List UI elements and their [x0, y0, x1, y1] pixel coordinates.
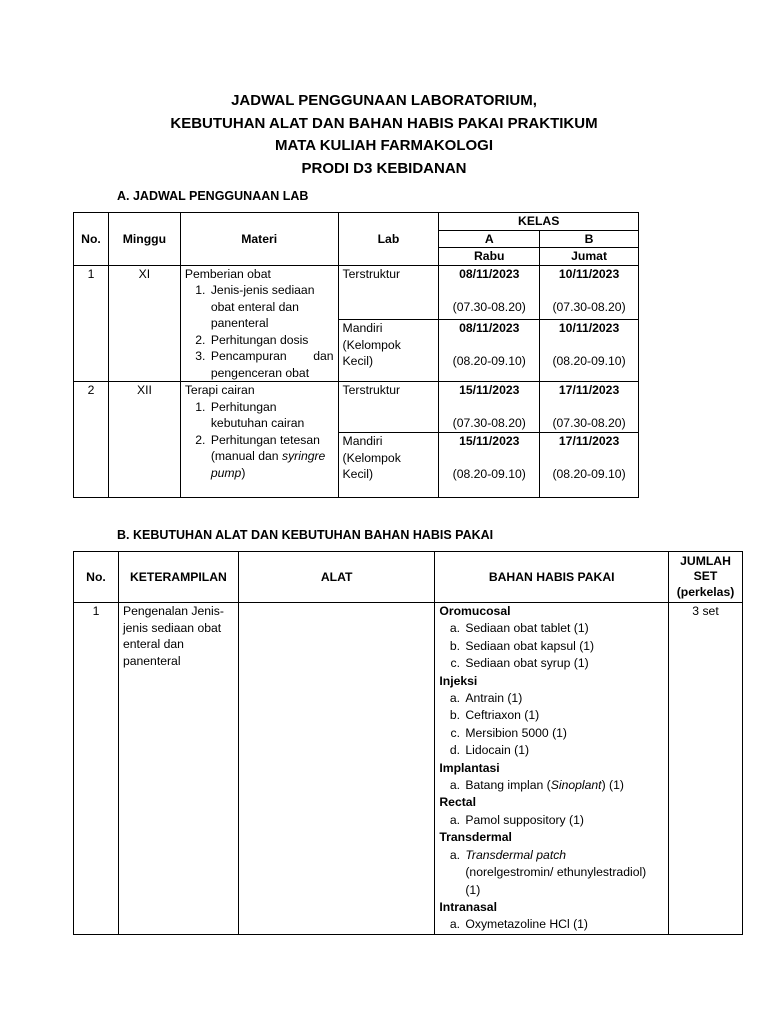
lab-sub: (Kelompok Kecil) — [342, 450, 401, 481]
transdermal-rest: (norelgestromin/ ethunylestradiol) (1) — [465, 865, 647, 897]
row-2-no: 2 — [74, 382, 109, 498]
row-2-session-2-a — [439, 433, 540, 498]
row-1-materi — [180, 265, 338, 382]
header-lab: Lab — [338, 213, 439, 266]
title-line-3: MATA KULIAH FARMAKOLOGI — [274, 137, 494, 154]
materi-item: 3. Pencampuran dan pengenceran obat — [209, 348, 334, 381]
header-alat: ALAT — [238, 552, 434, 603]
title-line-2: KEBUTUHAN ALAT DAN BAHAN HABIS PAKAI PRAKTIKUM — [170, 114, 598, 132]
category-transdermal: Transdermal — [439, 830, 512, 845]
bahan-item: a. Sediaan obat tablet (1) — [463, 620, 664, 637]
row-2-session-1-b — [540, 382, 639, 433]
time: (08.20-09.10) — [452, 354, 526, 369]
row-2-lab-2 — [338, 433, 439, 498]
section-a-heading: A. JADWAL PENGGUNAAN LAB — [117, 189, 309, 203]
date: 15/11/2023 — [459, 434, 520, 448]
row-2-session-2-b — [540, 433, 639, 498]
time: (08.20-09.10) — [552, 354, 626, 369]
category-injeksi: Injeksi — [439, 673, 478, 688]
lab-type: Mandiri — [342, 434, 383, 448]
header-no: No. — [74, 552, 119, 603]
date: 08/11/2023 — [459, 321, 520, 336]
time: (08.20-09.10) — [552, 467, 626, 481]
category-oromucosal: Oromucosal — [439, 604, 511, 618]
header-jumat: Jumat — [540, 248, 639, 266]
lab-type: Mandiri — [342, 321, 383, 336]
time: (07.30-08.20) — [552, 416, 626, 430]
row-alat — [238, 603, 434, 935]
bahan-item: a. Oxymetazoline HCl (1) — [463, 916, 664, 933]
header-bahan: BAHAN HABIS PAKAI — [435, 552, 669, 603]
row-keterampilan: Pengenalan Jenis-jenis sediaan obat enteral dan panenteral — [118, 603, 238, 935]
time: (08.20-09.10) — [452, 467, 526, 481]
header-materi: Materi — [180, 213, 338, 266]
header-rabu: Rabu — [439, 248, 540, 266]
materi-item: 1. Perhitungan kebutuhan cairan — [209, 399, 334, 432]
row-1-session-1-a — [439, 265, 540, 320]
materi-italic: syringre pump — [210, 449, 326, 480]
bahan-item: a. Antrain (1) — [463, 690, 664, 707]
date: 08/11/2023 — [459, 266, 520, 281]
lab-schedule-table — [73, 212, 639, 498]
row-1-minggu: XI — [108, 265, 180, 382]
materi-item: 1. Jenis-jenis sediaan obat enteral dan panenteral — [209, 282, 334, 332]
lab-type: Terstruktur — [342, 266, 401, 281]
bahan-item: b. Ceftriaxon (1) — [463, 707, 664, 724]
materi-item: 2. Perhitungan dosis — [209, 332, 334, 349]
row-1-lab-1 — [338, 265, 439, 320]
row-2-session-1-a — [439, 382, 540, 433]
transdermal-italic: Transdermal patch — [465, 847, 567, 862]
materi-item — [209, 432, 334, 482]
header-minggu: Minggu — [108, 213, 180, 266]
date: 10/11/2023 — [558, 321, 620, 336]
lab-type: Terstruktur — [342, 383, 401, 397]
date: 15/11/2023 — [459, 383, 520, 397]
row-1-session-2-a — [439, 320, 540, 382]
document-title — [0, 90, 768, 180]
header-kelas-a: A — [439, 230, 540, 248]
header-kelas-b: B — [540, 230, 639, 248]
materi-item-text: Perhitungan tetesan (manual dan — [210, 432, 320, 463]
category-implantasi: Implantasi — [439, 760, 500, 775]
category-rectal: Rectal — [439, 795, 476, 810]
bahan-item: c. Mersibion 5000 (1) — [463, 725, 664, 742]
row-1-no: 1 — [74, 265, 109, 382]
bahan-item — [463, 777, 664, 794]
bahan-item: c. Sediaan obat syrup (1) — [463, 655, 664, 672]
header-kelas: KELAS — [439, 213, 639, 231]
bahan-item — [463, 847, 664, 899]
row-2-lab-1 — [338, 382, 439, 433]
bahan-item: b. Sediaan obat kapsul (1) — [463, 638, 664, 655]
date: 17/11/2023 — [558, 383, 620, 397]
implan-post: ) (1) — [601, 778, 624, 793]
section-b-heading: B. KEBUTUHAN ALAT DAN KEBUTUHAN BAHAN HABIS PAKAI — [117, 528, 494, 542]
lab-sub: (Kelompok Kecil) — [342, 337, 401, 369]
row-2-materi — [180, 382, 338, 498]
category-intranasal: Intranasal — [439, 899, 497, 914]
title-line-1: JADWAL PENGGUNAAN LABORATORIUM, — [231, 92, 537, 109]
row-jumlah: 3 set — [669, 603, 743, 935]
materi-title: Pemberian obat — [184, 266, 271, 281]
header-no: No. — [74, 213, 109, 266]
bahan-item: a. Pamol suppository (1) — [463, 812, 664, 829]
time: (07.30-08.20) — [552, 299, 626, 314]
header-keterampilan: KETERAMPILAN — [118, 552, 238, 603]
implan-italic: Sinoplant — [550, 778, 602, 793]
time: (07.30-08.20) — [452, 299, 526, 314]
materi-title: Terapi cairan — [184, 383, 255, 397]
date: 10/11/2023 — [558, 266, 620, 281]
materi-close: ) — [241, 465, 246, 480]
bahan-item: d. Lidocain (1) — [463, 742, 664, 759]
header-jumlah: JUMLAH SET (perkelas) — [669, 552, 743, 603]
materials-table — [73, 551, 743, 935]
row-no: 1 — [74, 603, 119, 935]
row-1-session-2-b — [540, 320, 639, 382]
row-bahan — [435, 603, 669, 935]
row-1-session-1-b — [540, 265, 639, 320]
row-2-minggu: XII — [108, 382, 180, 498]
row-1-lab-2 — [338, 320, 439, 382]
title-line-4: PRODI D3 KEBIDANAN — [301, 159, 467, 177]
implan-pre: Batang implan ( — [465, 778, 551, 793]
date: 17/11/2023 — [558, 434, 620, 448]
time: (07.30-08.20) — [452, 416, 526, 430]
